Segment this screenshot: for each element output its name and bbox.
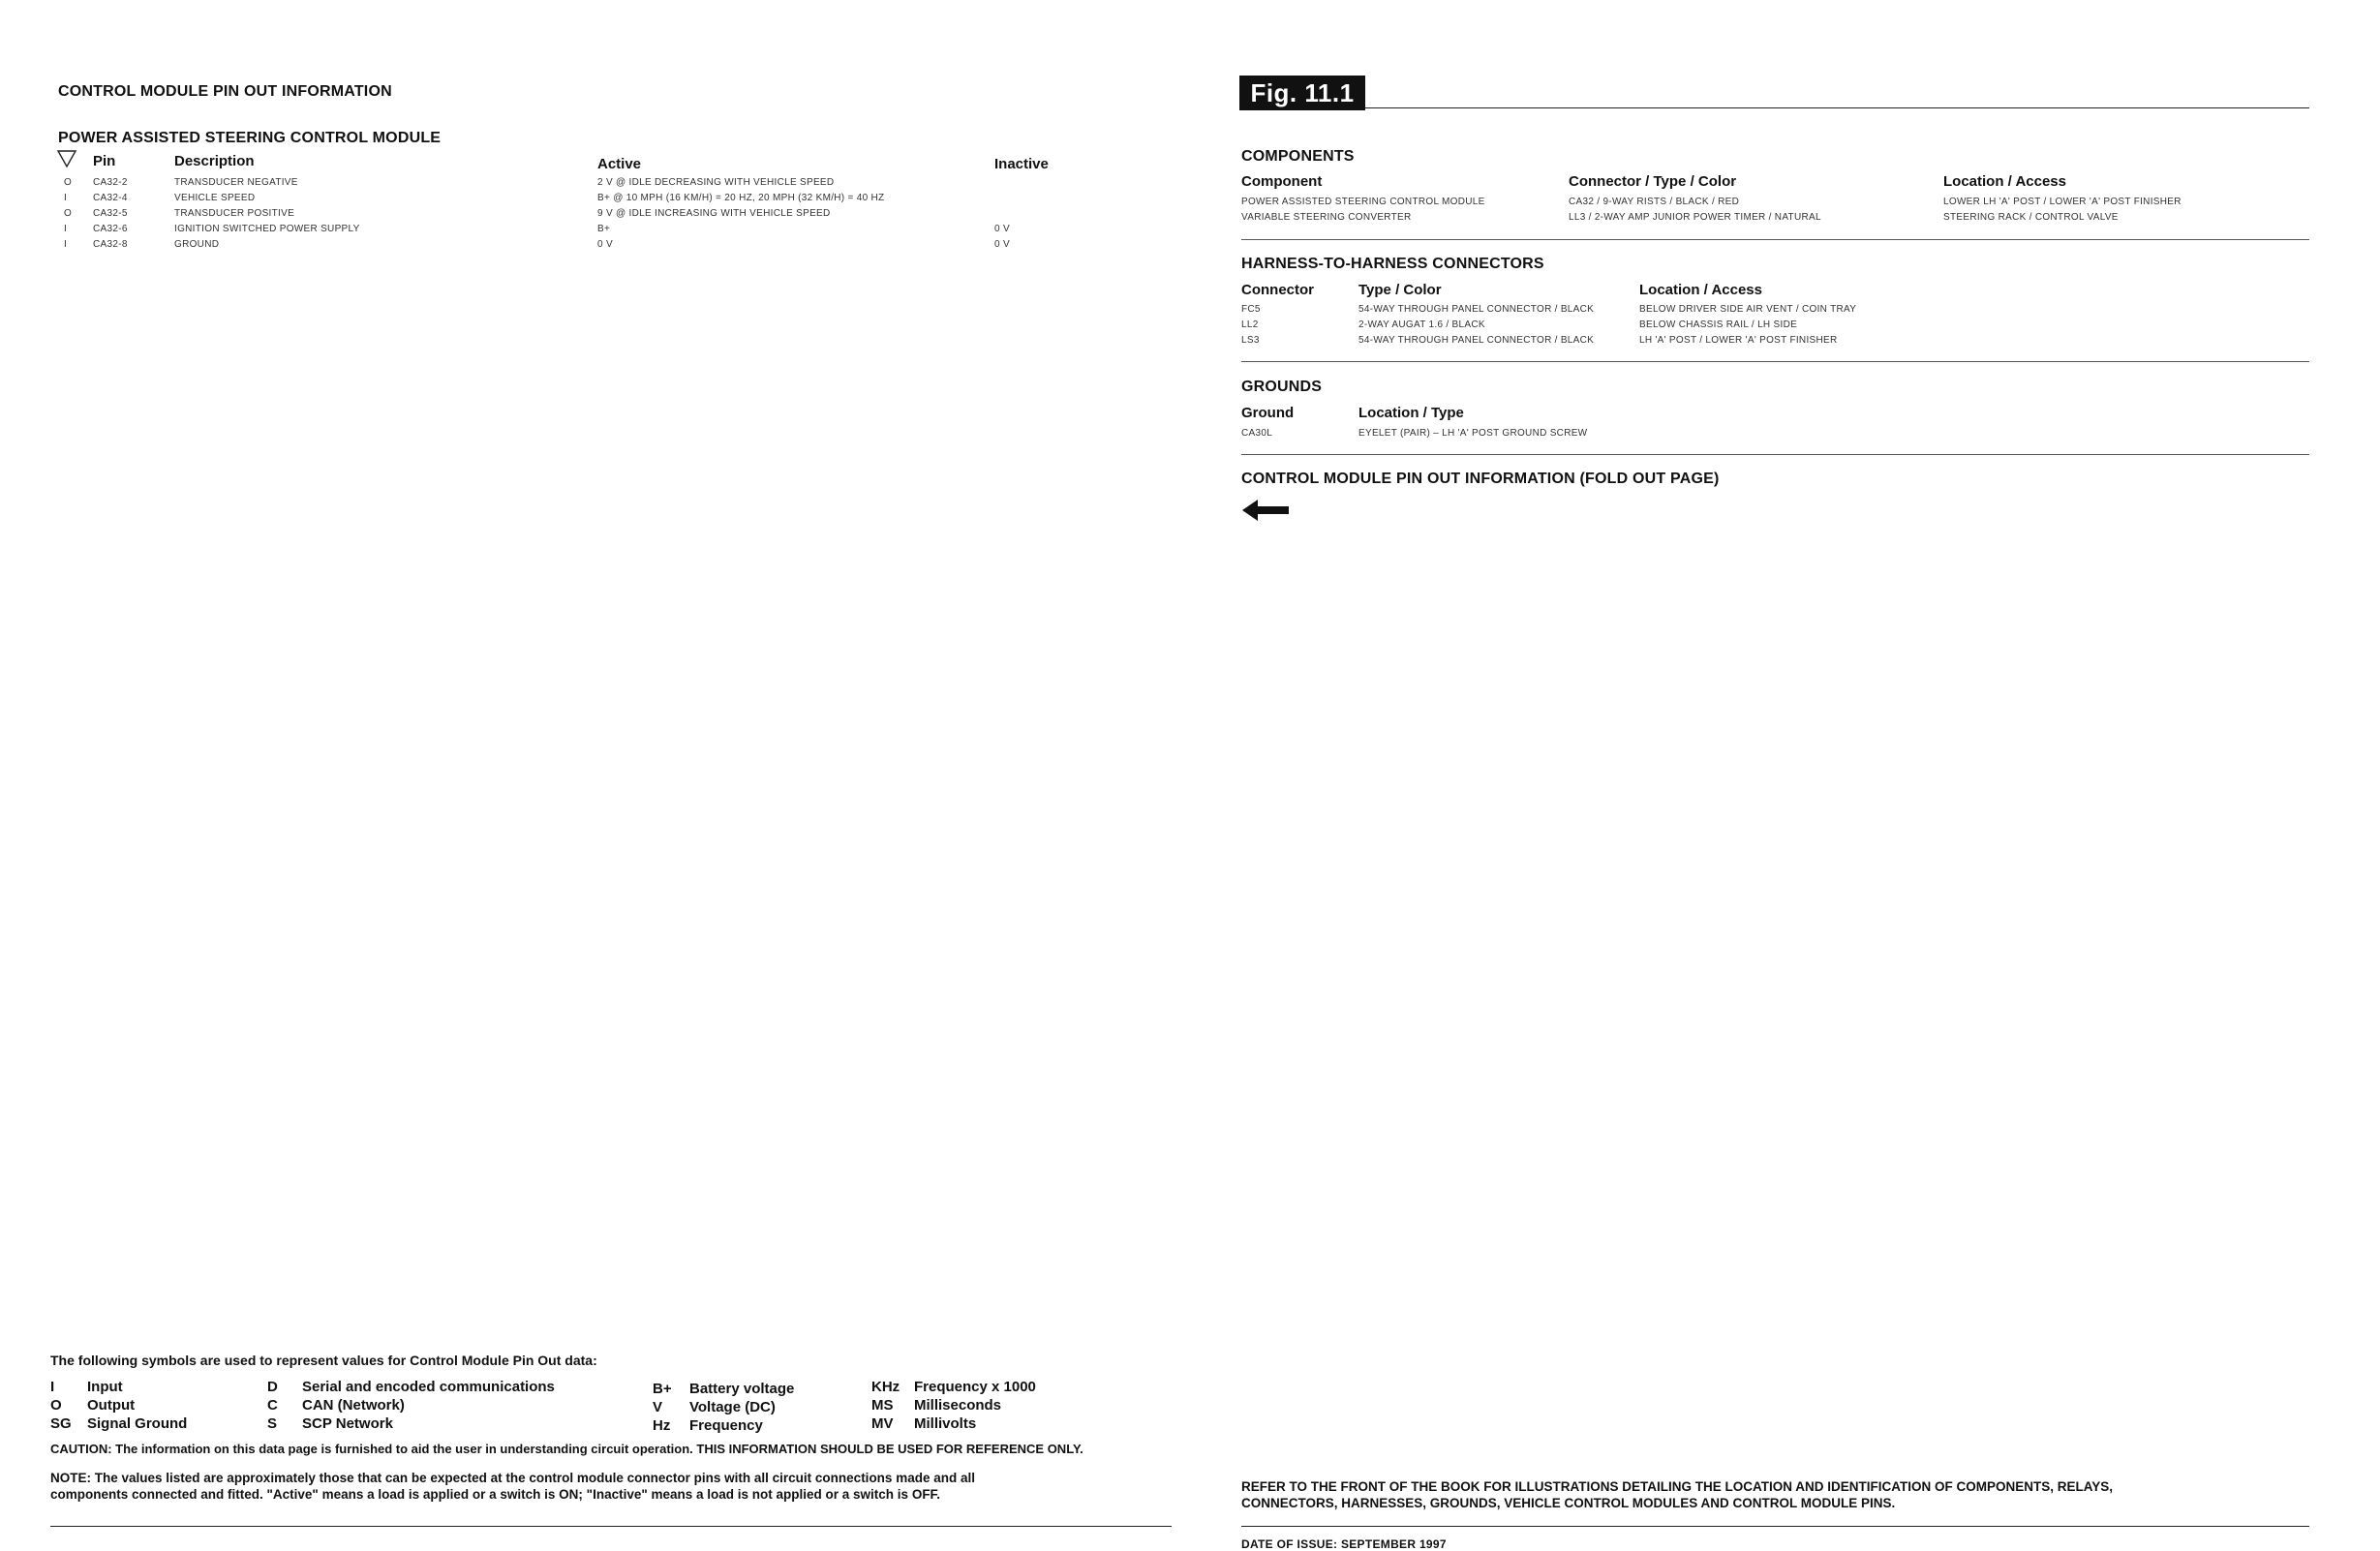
grounds-title: GROUNDS — [1241, 379, 1323, 395]
footer-rule — [50, 1526, 1172, 1527]
pin-description: IGNITION SWITCHED POWER SUPPLY — [174, 224, 360, 234]
table-row — [58, 177, 1220, 193]
symbol-label: Serial and encoded communications — [302, 1379, 555, 1395]
harness-connector: LL2 — [1241, 319, 1259, 330]
pin-active: B+ @ 10 MPH (16 KM/H) = 20 HZ, 20 MPH (32 KM/H) = 40 HZ — [597, 193, 885, 203]
refer-text — [1241, 1478, 2309, 1511]
foldout-link[interactable]: CONTROL MODULE PIN OUT INFORMATION (FOLD OUT PAGE) — [1241, 471, 1720, 487]
pin-io: O — [64, 208, 73, 219]
symbol-label: Milliseconds — [914, 1397, 1002, 1414]
table-row — [58, 208, 1220, 224]
note-line: components connected and fitted. "Active" means a load is applied or a switch is ON; "Inactive" means a load is not applied or a switch is OFF. — [50, 1487, 941, 1502]
symbol-label: Output — [87, 1397, 136, 1414]
harness-col-type: Type / Color — [1358, 282, 1442, 298]
module-title: POWER ASSISTED STEERING CONTROL MODULE — [58, 130, 442, 146]
section-divider — [1241, 361, 2309, 362]
symbol-label: Signal Ground — [87, 1415, 188, 1432]
symbol-code: S — [267, 1415, 278, 1432]
pin-active: 9 V @ IDLE INCREASING WITH VEHICLE SPEED — [597, 208, 831, 219]
symbol-code: V — [653, 1399, 663, 1415]
harness-col-location: Location / Access — [1639, 282, 1762, 298]
grounds-col-location: Location / Type — [1358, 405, 1464, 421]
symbol-label: Frequency — [689, 1417, 763, 1434]
ground-location: EYELET (PAIR) – LH 'A' POST GROUND SCREW — [1358, 428, 1588, 439]
harness-location: LH 'A' POST / LOWER 'A' POST FINISHER — [1639, 335, 1838, 346]
symbol-code: MS — [871, 1397, 894, 1414]
components-title: COMPONENTS — [1241, 148, 1355, 165]
symbol-code: D — [267, 1379, 278, 1395]
arrow-left-icon[interactable] — [1242, 496, 1291, 525]
components-col-location: Location / Access — [1943, 173, 2066, 190]
grounds-col-ground: Ground — [1241, 405, 1295, 421]
table-row — [58, 224, 1220, 239]
pin-description: GROUND — [174, 239, 220, 250]
pin-description: TRANSDUCER NEGATIVE — [174, 177, 298, 188]
component-location: LOWER LH 'A' POST / LOWER 'A' POST FINISHER — [1943, 197, 2182, 207]
pin-inactive: 0 V — [994, 239, 1010, 250]
pin-description: VEHICLE SPEED — [174, 193, 256, 203]
components-col-component: Component — [1241, 173, 1323, 190]
col-active-header: Active — [597, 156, 642, 172]
symbol-code: C — [267, 1397, 278, 1414]
pin-id: CA32-4 — [93, 193, 128, 203]
pin-inactive: 0 V — [994, 224, 1010, 234]
harness-connector: LS3 — [1241, 335, 1260, 346]
figure-badge: Fig. 11.1 — [1239, 76, 1365, 110]
symbols-legend — [50, 1379, 1212, 1437]
table-row — [58, 193, 1220, 208]
pin-active: 2 V @ IDLE DECREASING WITH VEHICLE SPEED — [597, 177, 835, 188]
symbols-intro: The following symbols are used to represent values for Control Module Pin Out data: — [50, 1353, 597, 1368]
symbol-label: Voltage (DC) — [689, 1399, 776, 1415]
pin-description: TRANSDUCER POSITIVE — [174, 208, 295, 219]
triangle-io-icon — [56, 149, 77, 168]
component-connector: LL3 / 2-WAY AMP JUNIOR POWER TIMER / NATURAL — [1569, 212, 1821, 223]
pin-io: O — [64, 177, 73, 188]
symbol-code: I — [50, 1379, 55, 1395]
pin-id: CA32-2 — [93, 177, 128, 188]
symbol-code: Hz — [653, 1417, 671, 1434]
symbol-label: CAN (Network) — [302, 1397, 405, 1414]
component-location: STEERING RACK / CONTROL VALVE — [1943, 212, 2119, 223]
symbol-label: Frequency x 1000 — [914, 1379, 1036, 1395]
symbol-code: MV — [871, 1415, 894, 1432]
ground-id: CA30L — [1241, 428, 1273, 439]
col-inactive-header: Inactive — [994, 156, 1049, 172]
harness-col-connector: Connector — [1241, 282, 1314, 298]
note-line: NOTE: The values listed are approximately those that can be expected at the control module connector pins with all circuit connections made and all — [50, 1471, 975, 1485]
pin-active: B+ — [597, 224, 611, 234]
pin-id: CA32-5 — [93, 208, 128, 219]
harness-type: 54-WAY THROUGH PANEL CONNECTOR / BLACK — [1358, 304, 1595, 315]
harness-type: 54-WAY THROUGH PANEL CONNECTOR / BLACK — [1358, 335, 1595, 346]
pin-io: I — [64, 224, 68, 234]
symbol-code: KHz — [871, 1379, 900, 1395]
harness-location: BELOW CHASSIS RAIL / LH SIDE — [1639, 319, 1798, 330]
note-text — [50, 1470, 1174, 1503]
pin-id: CA32-6 — [93, 224, 128, 234]
harness-title: HARNESS-TO-HARNESS CONNECTORS — [1241, 256, 1544, 272]
symbol-label: Input — [87, 1379, 123, 1395]
component-connector: CA32 / 9-WAY RISTS / BLACK / RED — [1569, 197, 1740, 207]
symbol-label: SCP Network — [302, 1415, 393, 1432]
symbol-code: O — [50, 1397, 62, 1414]
symbol-label: Battery voltage — [689, 1381, 795, 1397]
col-description-header: Description — [174, 153, 255, 169]
symbol-label: Millivolts — [914, 1415, 977, 1432]
component-name: VARIABLE STEERING CONVERTER — [1241, 212, 1412, 223]
section-divider — [1241, 239, 2309, 240]
figure-rule — [1365, 107, 2309, 108]
date-of-issue: DATE OF ISSUE: SEPTEMBER 1997 — [1241, 1537, 1447, 1551]
pin-io: I — [64, 193, 68, 203]
refer-line: CONNECTORS, HARNESSES, GROUNDS, VEHICLE CONTROL MODULES AND CONTROL MODULE PINS. — [1241, 1496, 1896, 1510]
footer-rule — [1241, 1526, 2309, 1527]
components-col-connector: Connector / Type / Color — [1569, 173, 1737, 190]
page-header: CONTROL MODULE PIN OUT INFORMATION — [58, 83, 392, 100]
symbol-code: B+ — [653, 1381, 672, 1397]
section-divider — [1241, 454, 2309, 455]
harness-type: 2-WAY AUGAT 1.6 / BLACK — [1358, 319, 1485, 330]
harness-connector: FC5 — [1241, 304, 1261, 315]
component-name: POWER ASSISTED STEERING CONTROL MODULE — [1241, 197, 1485, 207]
pin-io: I — [64, 239, 68, 250]
harness-location: BELOW DRIVER SIDE AIR VENT / COIN TRAY — [1639, 304, 1857, 315]
pin-active: 0 V — [597, 239, 613, 250]
pin-table — [58, 177, 1220, 264]
symbol-code: SG — [50, 1415, 72, 1432]
pin-id: CA32-8 — [93, 239, 128, 250]
col-pin-header: Pin — [93, 153, 116, 169]
table-row — [58, 239, 1220, 255]
refer-line: REFER TO THE FRONT OF THE BOOK FOR ILLUSTRATIONS DETAILING THE LOCATION AND IDENTIFICATION OF COMPONENTS, RELAYS, — [1241, 1479, 2113, 1494]
caution-text: CAUTION: The information on this data page is furnished to aid the user in understanding circuit operation. THIS INFORMATION SHOULD BE USED FOR REFERENCE ONLY. — [50, 1442, 1083, 1456]
